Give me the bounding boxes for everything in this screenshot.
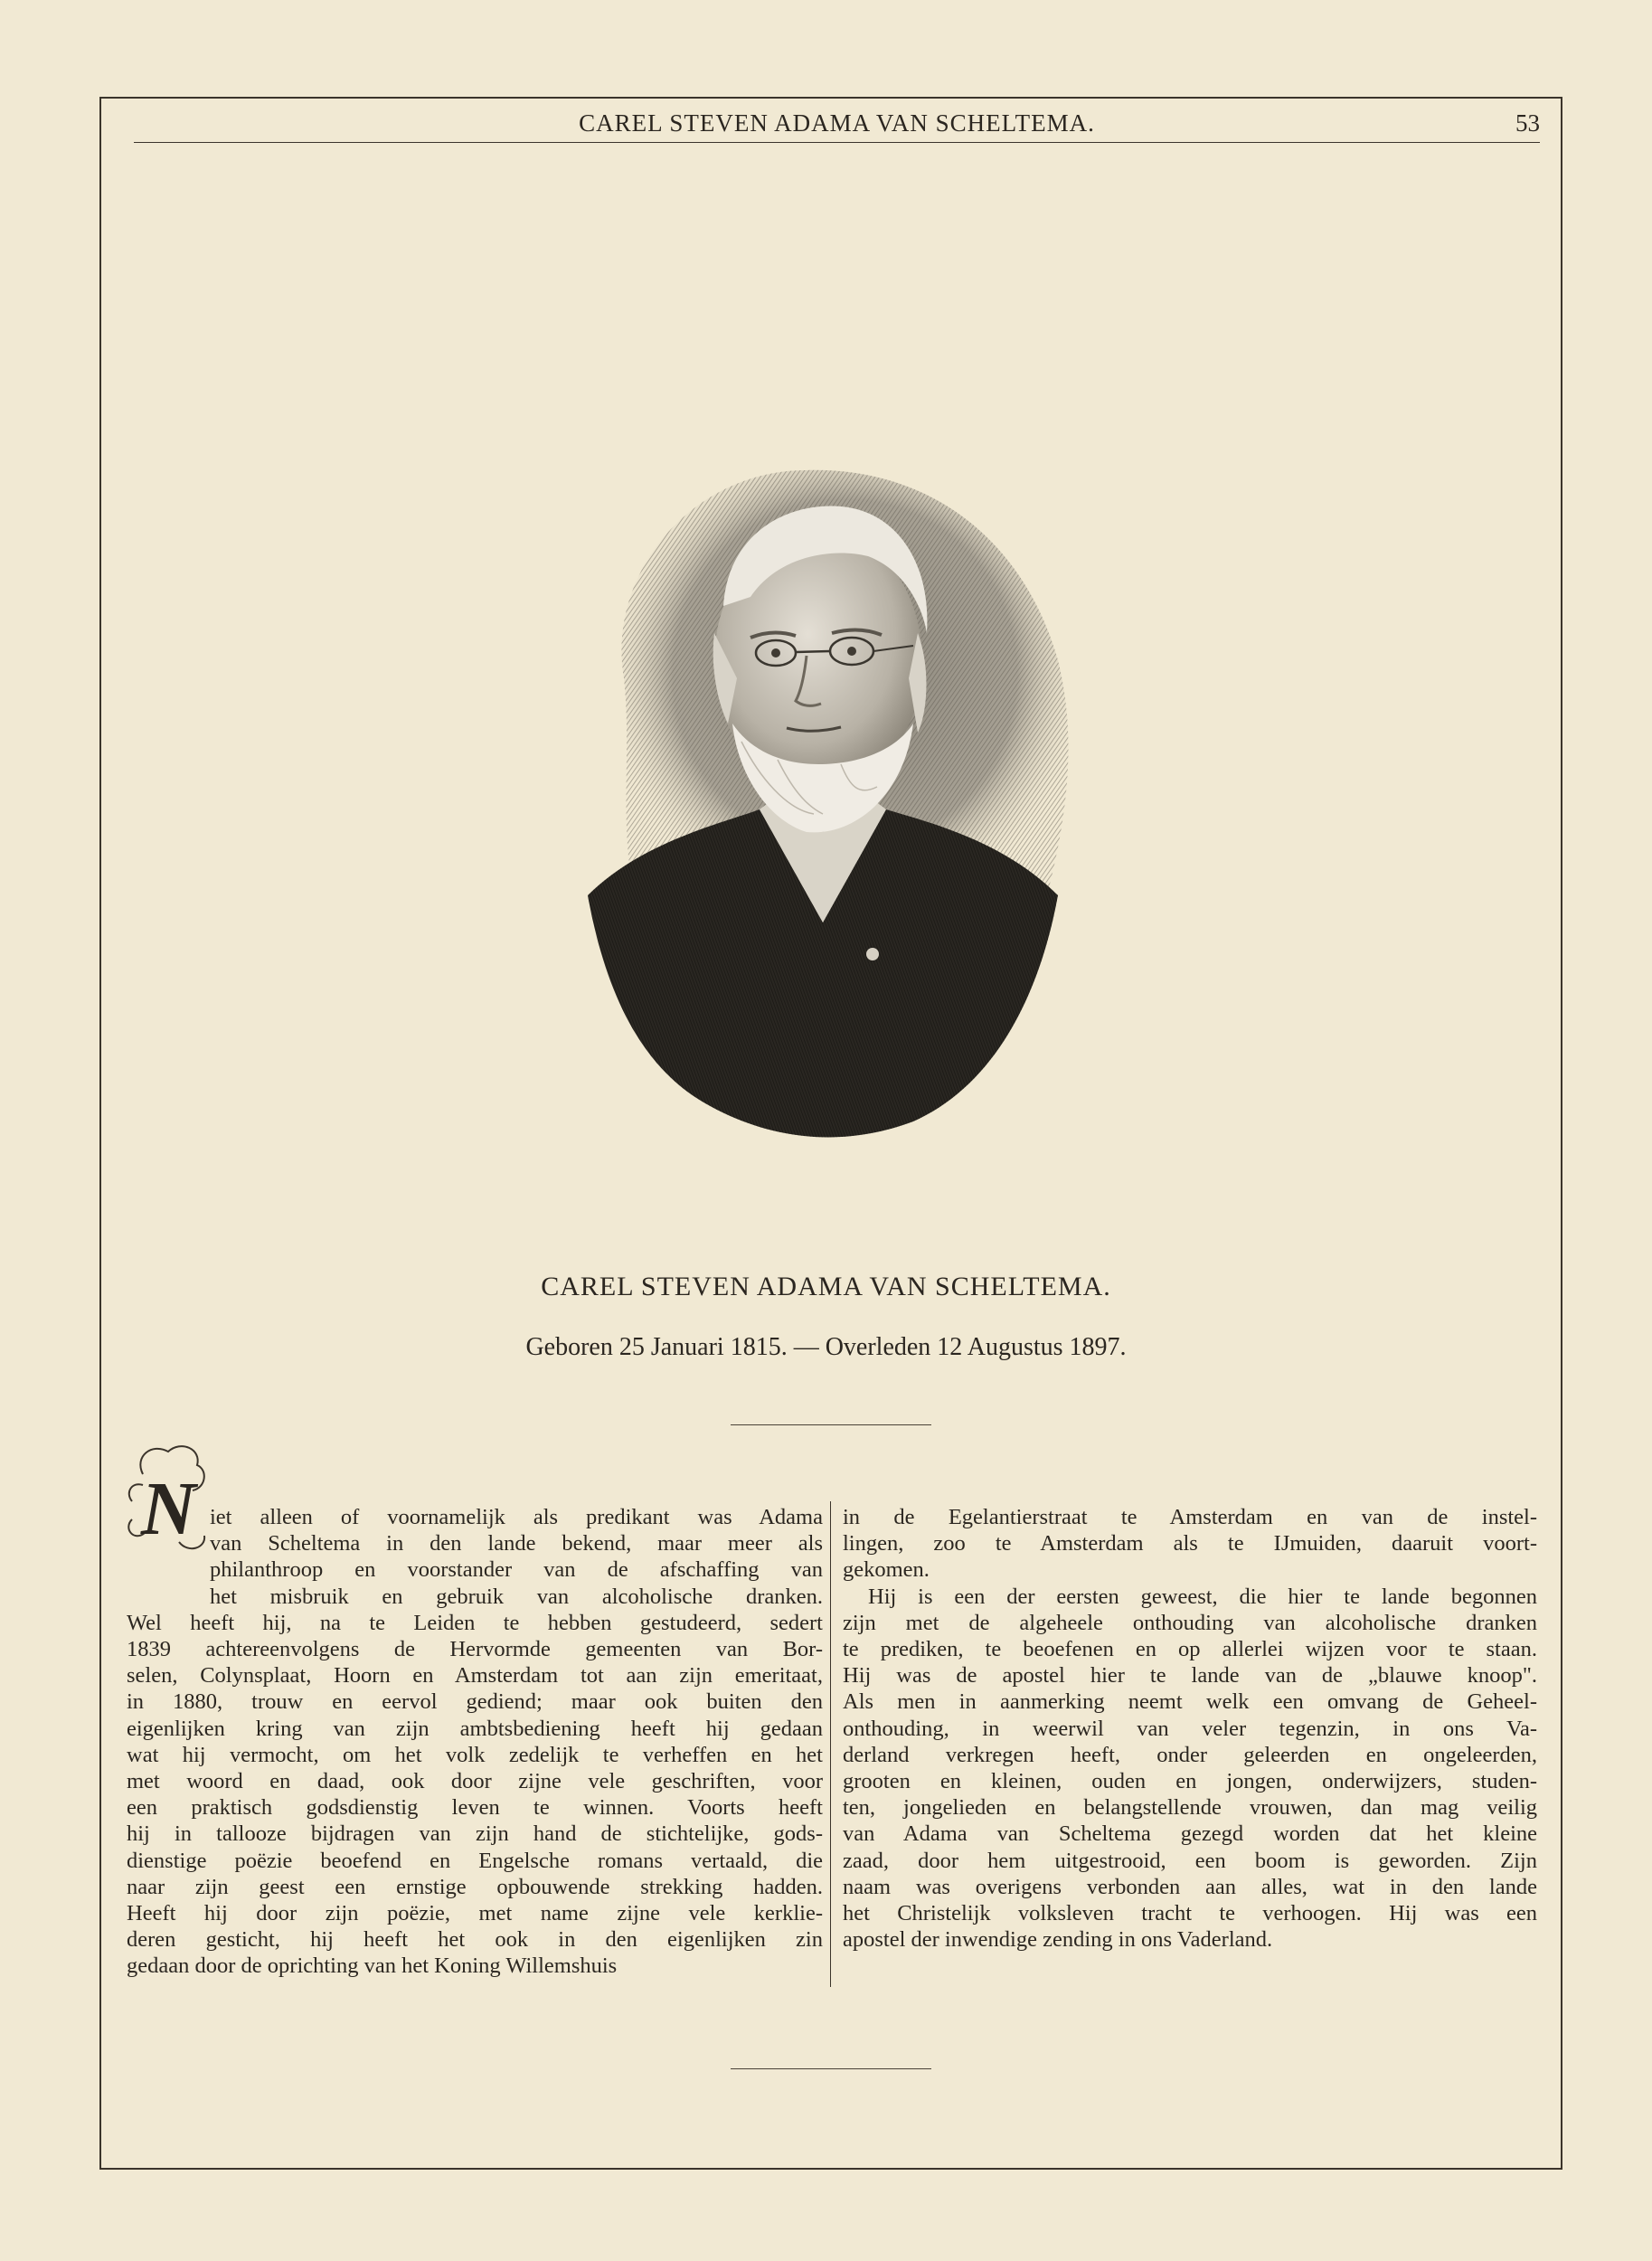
- section-rule-bottom: [731, 2068, 931, 2069]
- page-number: 53: [1515, 109, 1540, 137]
- text-line: met woord en daad, ook door zijne vele geschriften, voor: [127, 1769, 823, 1794]
- portrait-engraving: [570, 452, 1076, 1140]
- text-line: van Scheltema in den lande bekend, maar meer als: [210, 1531, 823, 1556]
- text-line: naam was overigens verbonden aan alles, wat in den lande: [843, 1874, 1537, 1899]
- text-line: naar zijn geest een ernstige opbouwende strekking hadden.: [127, 1874, 823, 1899]
- text-line: van Adama van Scheltema gezegd worden dat het kleine: [843, 1821, 1537, 1847]
- text-line: selen, Colynsplaat, Hoorn en Amsterdam tot aan zijn emeritaat,: [127, 1663, 823, 1689]
- right-column: [843, 1504, 1537, 1953]
- text-line: 1839 achtereenvolgens de Hervormde gemeenten van Bor-: [127, 1637, 823, 1662]
- text-line: gedaan door de oprichting van het Koning Willemshuis: [127, 1954, 618, 1979]
- text-line: Hij was de apostel hier te lande van de „blauwe knoop".: [843, 1663, 1537, 1689]
- text-line: apostel der inwendige zending in ons Vaderland.: [843, 1927, 1273, 1953]
- section-rule-top: [731, 1424, 931, 1425]
- text-line: in de Egelantierstraat te Amsterdam en van de instel-: [843, 1505, 1537, 1529]
- text-line: ten, jongelieden en belangstellende vrouwen, dan mag veilig: [843, 1795, 1537, 1821]
- text-line: Heeft hij door zijn poëzie, met name zijne vele kerklie-: [127, 1901, 823, 1926]
- text-line: zaad, door hem uitgestrooid, een boom is geworden. Zijn: [843, 1848, 1537, 1873]
- text-line: iet alleen of voornamelijk als predikant was Adama: [210, 1505, 823, 1529]
- text-line: te prediken, te beoefenen en op allerlei wijzen voor te staan.: [843, 1637, 1537, 1662]
- text-line: wat hij vermocht, om het volk zedelijk te verheffen en het: [127, 1742, 823, 1767]
- column-divider: [830, 1501, 831, 1987]
- text-line: het Christelijk volksleven tracht te verhoogen. Hij was een: [843, 1901, 1537, 1926]
- left-column: [127, 1504, 823, 1980]
- text-line: lingen, zoo te Amsterdam als te IJmuiden, daaruit voort-: [843, 1531, 1537, 1556]
- text-line: grooten en kleinen, ouden en jongen, onderwijzers, studen-: [843, 1769, 1537, 1794]
- text-line: deren gesticht, hij heeft het ook in den eigenlijken zin: [127, 1927, 823, 1953]
- text-line: onthouding, in weerwil van veler tegenzin, in ons Va-: [843, 1716, 1537, 1741]
- text-line: in 1880, trouw en eervol gediend; maar ook buiten den: [127, 1689, 823, 1715]
- text-line: hij in tallooze bijdragen van zijn hand de stichtelijke, gods-: [127, 1821, 823, 1847]
- running-title: CAREL STEVEN ADAMA VAN SCHELTEMA.: [579, 109, 1095, 137]
- text-line: philanthroop en voorstander van de afschaffing van: [210, 1557, 823, 1583]
- text-line: Als men in aanmerking neemt welk een omvang de Geheel-: [843, 1689, 1537, 1715]
- text-line: Wel heeft hij, na te Leiden te hebben gestudeerd, sedert: [127, 1610, 823, 1635]
- text-line: het misbruik en gebruik van alcoholische dranken.: [210, 1584, 823, 1609]
- caption-name: CAREL STEVEN ADAMA VAN SCHELTEMA.: [541, 1272, 1111, 1301]
- drop-cap-letter: N: [141, 1467, 196, 1551]
- text-line: dienstige poëzie beoefend en Engelsche romans vertaald, die: [127, 1848, 823, 1873]
- text-line: gekomen.: [843, 1557, 930, 1583]
- text-line: Hij is een der eersten geweest, die hier te lande begonnen: [868, 1584, 1537, 1609]
- text-line: zijn met de algeheele onthouding van alcoholische dranken: [843, 1610, 1537, 1635]
- text-line: derland verkregen heeft, onder geleerden en ongeleerden,: [843, 1742, 1537, 1767]
- running-header: [134, 104, 1540, 143]
- text-line: eigenlijken kring van zijn ambtsbediening heeft hij gedaan: [127, 1716, 823, 1741]
- text-line: een praktisch godsdienstig leven te winnen. Voorts heeft: [127, 1795, 823, 1821]
- caption-dates: Geboren 25 Januari 1815. — Overleden 12 Augustus 1897.: [525, 1333, 1127, 1361]
